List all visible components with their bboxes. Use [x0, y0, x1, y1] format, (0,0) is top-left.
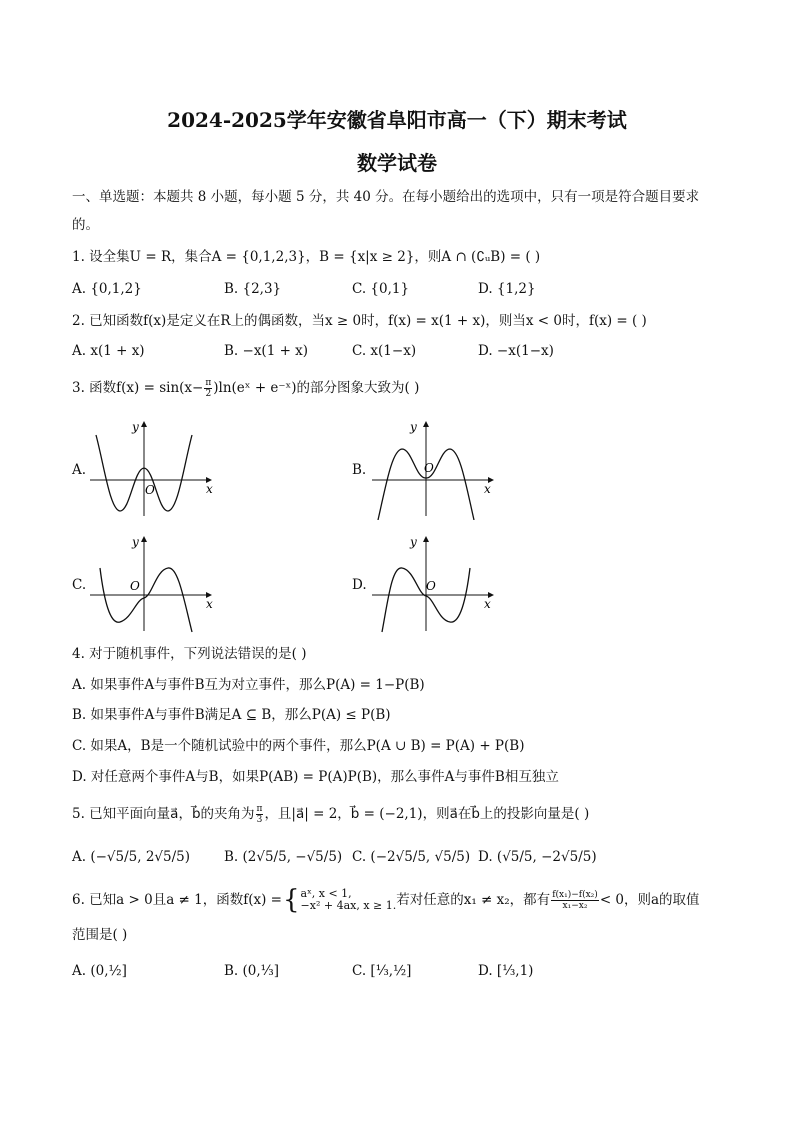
q4-option-a: A. 如果事件A与事件B互为对立事件，那么P(A) = 1−P(B) [72, 677, 425, 693]
q1-option-d: D. {1,2} [478, 281, 536, 297]
q3a-origin: O [145, 483, 155, 497]
question-6-stem-cont: 范围是( ) [72, 927, 128, 943]
question-5-stem [72, 804, 589, 825]
section-heading-cont: 的。 [72, 217, 99, 233]
q2-option-d: D. −x(1−x) [478, 343, 554, 359]
q6-frac-num: f(x₁)−f(x₂) [552, 889, 598, 900]
question-1-stem: 1. 设全集U = R，集合A = {0,1,2,3}，B = {x|x ≥ 2}，则A ∩ (∁ᵤB) = ( ) [72, 249, 541, 265]
q6-piece-1: aˣ, x < 1, [300, 887, 352, 900]
q6-stem-b: 若对任意的x₁ ≠ x₂，都有 [396, 892, 551, 908]
q3-frac-num: π [205, 378, 212, 388]
q3-graph-label-a: A. [72, 462, 87, 478]
q6-piecewise [301, 888, 397, 912]
q3d-x-label: x [484, 597, 491, 611]
q2-option-a: A. x(1 + x) [72, 343, 145, 359]
q6-piece-2: −x² + 4ax, x ≥ 1. [300, 899, 397, 912]
q5-stem-a: 5. 已知平面向量a⃗，b⃗的夹角为 [72, 806, 255, 822]
q3b-origin: O [424, 461, 434, 475]
q5-frac-num: π [256, 804, 263, 814]
q6-option-d: D. [⅓,1) [478, 963, 534, 979]
q6-option-a: A. (0,½] [72, 963, 127, 979]
q3-graph-label-c: C. [72, 577, 87, 593]
q3c-x-label: x [206, 597, 213, 611]
q3-graph-b [368, 415, 498, 520]
exam-subtitle: 数学试卷 [357, 151, 437, 175]
question-6-stem [72, 887, 700, 913]
q2-option-b: B. −x(1 + x) [224, 343, 309, 359]
q1-option-a: A. {0,1,2} [72, 281, 142, 297]
exam-title: 2024-2025学年安徽省阜阳市高一（下）期末考试 [167, 108, 627, 132]
q3a-x-label: x [206, 482, 213, 496]
q1-option-c: C. {0,1} [352, 281, 410, 297]
q6-stem-a: 6. 已知a > 0且a ≠ 1，函数f(x) = [72, 892, 282, 908]
q4-option-c: C. 如果A，B是一个随机试验中的两个事件，那么P(A ∪ B) = P(A) + P(B) [72, 738, 525, 754]
q6-frac-den: x₁−x₂ [562, 900, 588, 911]
q1-option-b: B. {2,3} [224, 281, 282, 297]
q5-option-a: A. (−√5/5, 2√5/5) [72, 849, 191, 865]
q3-graph-label-d: D. [352, 577, 367, 593]
q3-graph-a [86, 415, 216, 520]
q6-fraction [551, 890, 599, 911]
question-3-stem [72, 378, 419, 399]
q6-option-c: C. [⅓,½] [352, 963, 412, 979]
q5-option-d: D. (√5/5, −2√5/5) [478, 849, 597, 865]
q3b-y-label: y [410, 420, 417, 434]
q5-option-b: B. (2√5/5, −√5/5) [224, 849, 343, 865]
q3d-y-label: y [410, 535, 417, 549]
q4-option-d: D. 对任意两个事件A与B，如果P(AB) = P(A)P(B)，那么事件A与事件B相互独立 [72, 769, 559, 785]
q3c-y-label: y [132, 535, 139, 549]
q6-brace: { [282, 885, 300, 915]
q3-graph-c [86, 530, 216, 635]
q3-frac-den: 2 [205, 389, 212, 399]
q5-stem-b: ，且|a⃗| = 2，b⃗ = (−2,1)，则a⃗在b⃗上的投影向量是( ) [264, 806, 590, 822]
question-4-stem: 4. 对于随机事件，下列说法错误的是( ) [72, 646, 307, 662]
q6-stem-c: < 0，则a的取值 [599, 892, 700, 908]
q3c-origin: O [130, 579, 140, 593]
q5-fraction [256, 804, 264, 825]
q2-option-c: C. x(1−x) [352, 343, 417, 359]
q5-frac-den: 3 [256, 815, 263, 825]
q5-option-c: C. (−2√5/5, √5/5) [352, 849, 471, 865]
question-2-stem: 2. 已知函数f(x)是定义在R上的偶函数，当x ≥ 0时，f(x) = x(1 + x)，则当x < 0时，f(x) = ( ) [72, 313, 647, 329]
section-heading: 一、单选题：本题共 8 小题，每小题 5 分，共 40 分。在每小题给出的选项中，只有一项是符合题目要求 [72, 189, 700, 205]
q3-stem-b: )ln(eˣ + e⁻ˣ)的部分图象大致为( ) [213, 380, 420, 396]
q3a-y-label: y [132, 420, 139, 434]
q4-option-b: B. 如果事件A与事件B满足A ⊆ B，那么P(A) ≤ P(B) [72, 707, 391, 723]
q3-graph-d [368, 530, 498, 635]
q3-graph-label-b: B. [352, 462, 367, 478]
q6-option-b: B. (0,⅓] [224, 963, 280, 979]
q3-stem-a: 3. 函数f(x) = sin(x− [72, 380, 204, 396]
q3d-origin: O [426, 579, 436, 593]
q3-fraction [204, 378, 212, 399]
q3b-x-label: x [484, 482, 491, 496]
